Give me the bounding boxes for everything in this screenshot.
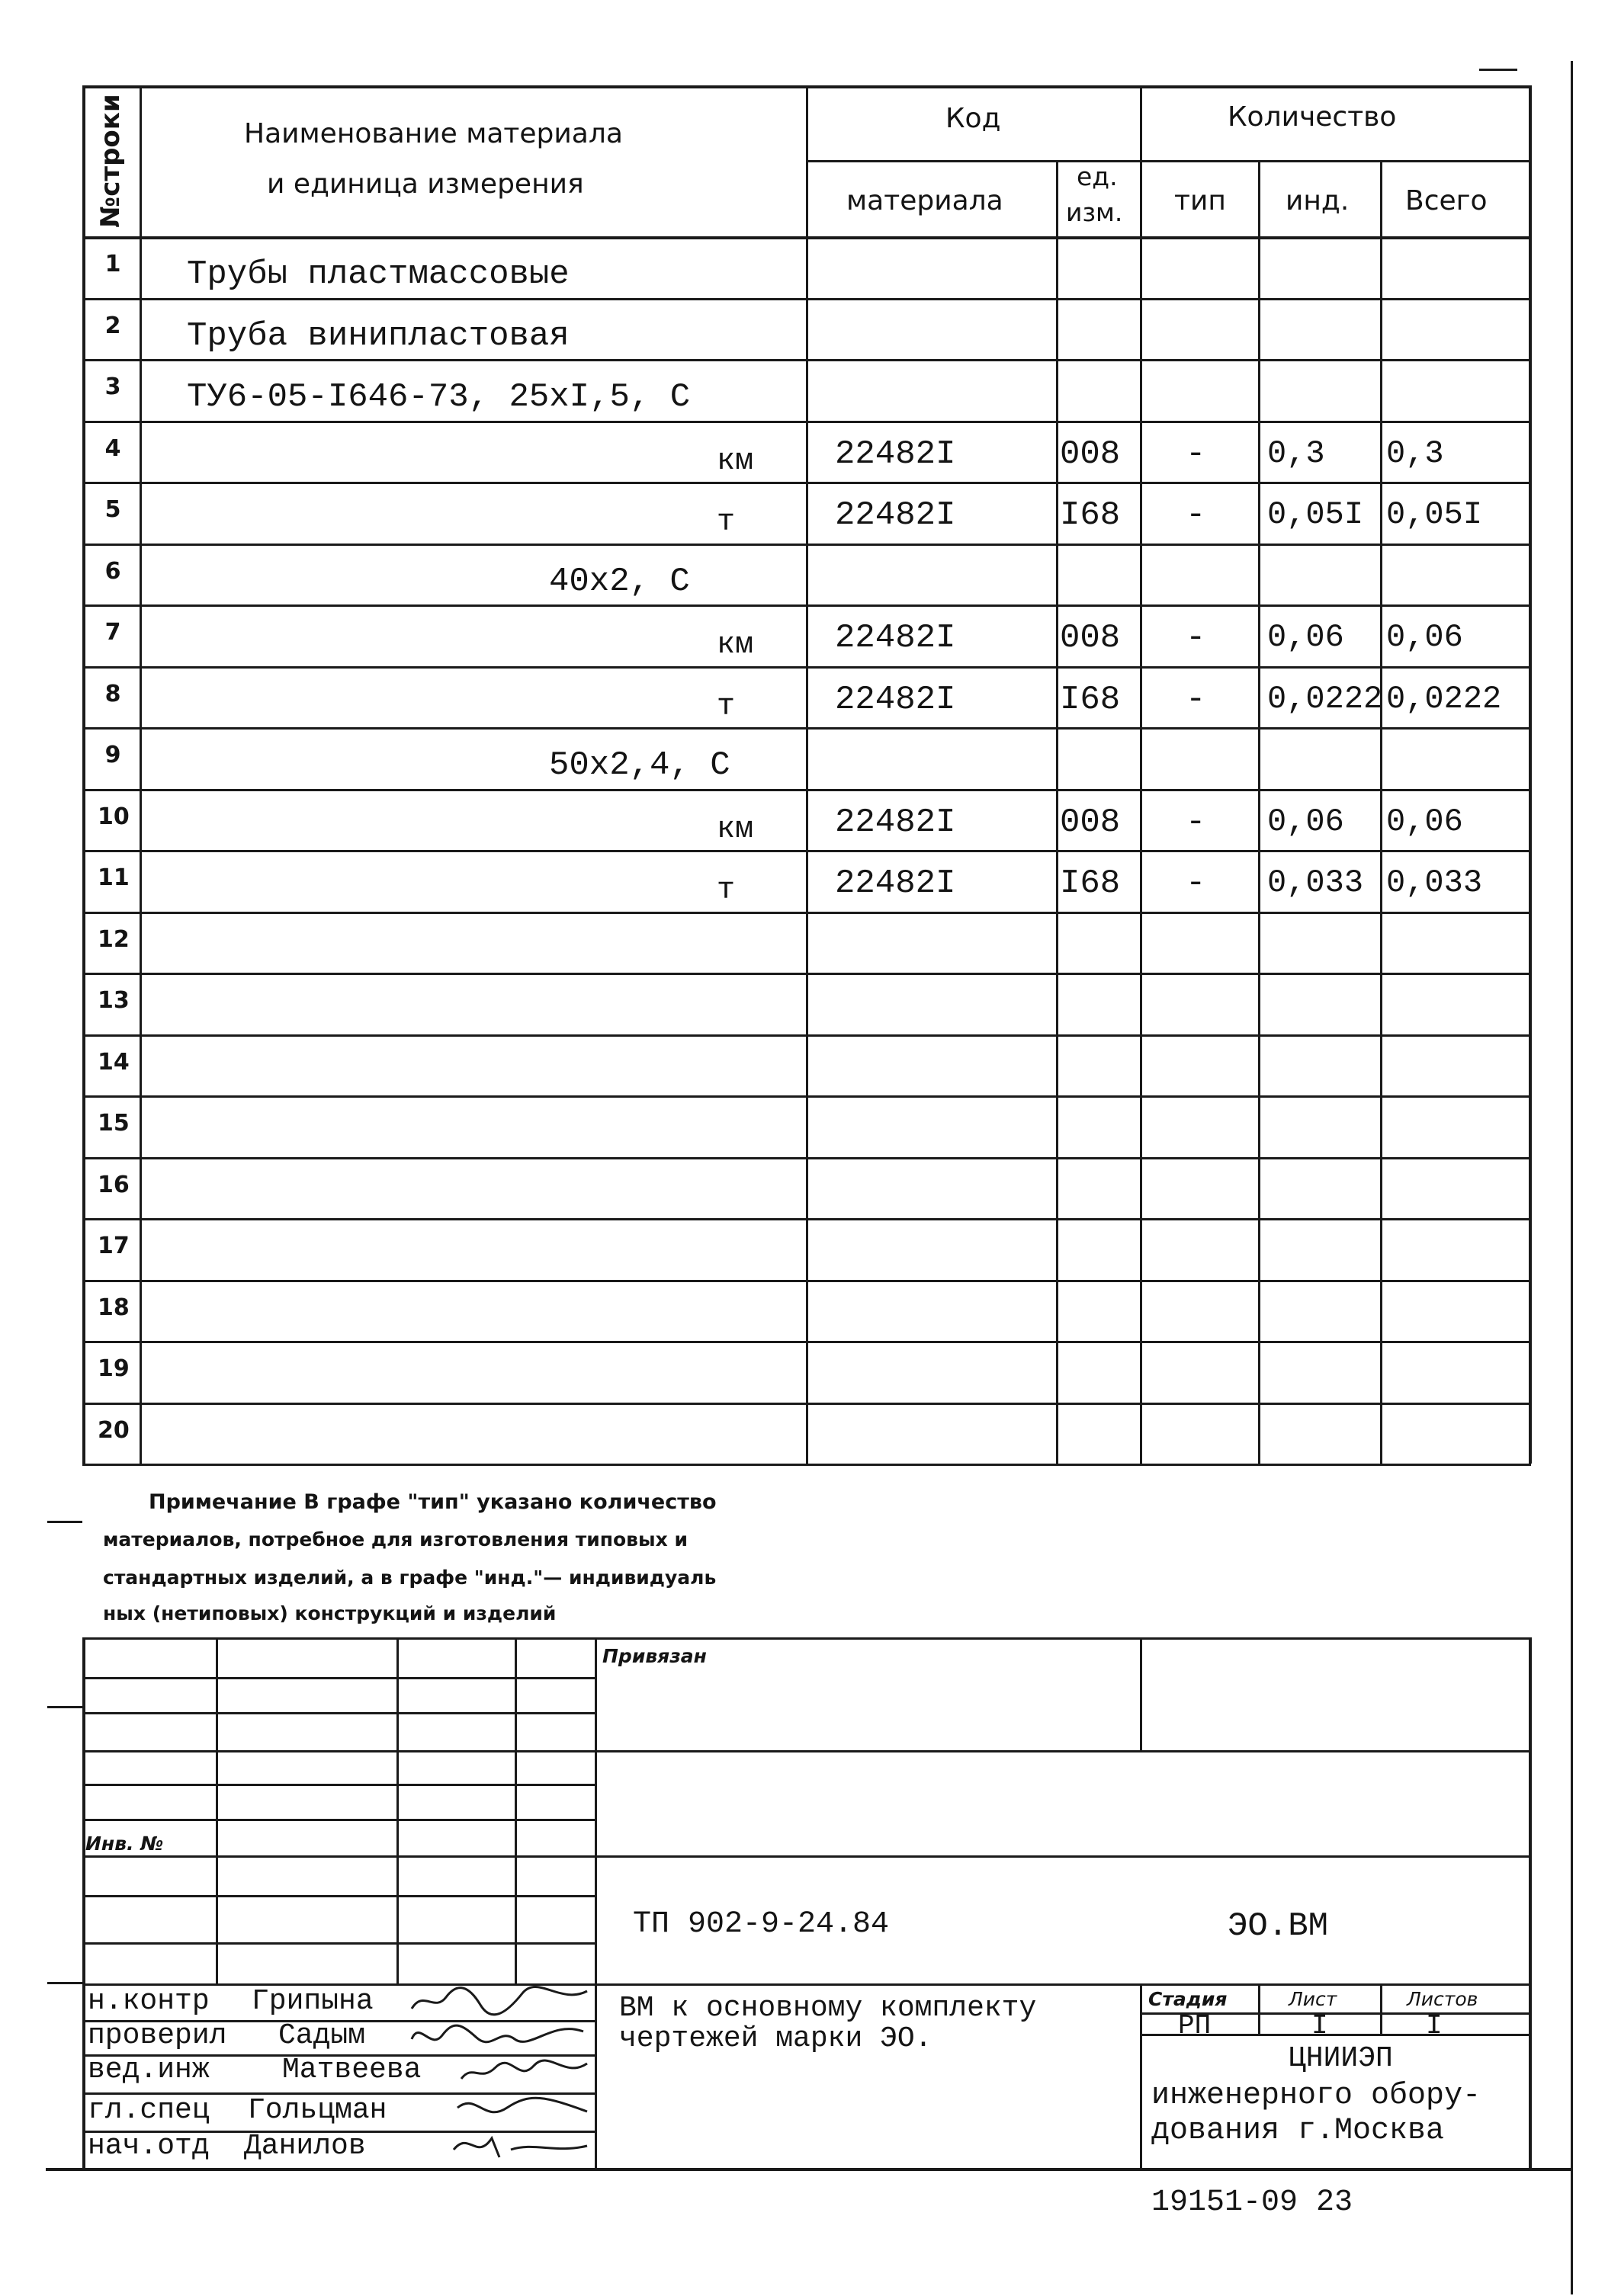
row-divider — [82, 482, 1531, 484]
unit-of-measure: т — [717, 505, 736, 540]
stamp-left-border — [82, 1637, 85, 2168]
quantity-header: Количество — [1228, 101, 1397, 133]
material-name: 50x2,4, C — [549, 746, 730, 784]
row-divider — [82, 666, 1531, 669]
row-divider — [82, 359, 1531, 361]
stamp-col — [1258, 1983, 1260, 2034]
sheets-label: Листов — [1407, 1988, 1478, 2010]
signer-name: Данилов — [244, 2130, 366, 2163]
signature-icon — [450, 2127, 591, 2165]
code-subheader-line — [806, 160, 1531, 162]
row-number: 11 — [98, 864, 130, 891]
signer-role: проверил — [88, 2019, 227, 2052]
organization-line1: ЦНИИЭП — [1289, 2042, 1393, 2075]
type-quantity: - — [1186, 803, 1206, 842]
row-divider — [82, 973, 1531, 975]
material-code: 22482I — [835, 681, 956, 719]
unit-of-measure: км — [717, 813, 754, 847]
unit-code: I68 — [1060, 864, 1121, 903]
row-divider — [82, 727, 1531, 730]
type-header: тип — [1174, 185, 1226, 216]
sheet-value: I — [1311, 2010, 1328, 2041]
total-quantity: 0,3 — [1386, 435, 1444, 472]
stamp-line — [82, 1855, 1531, 1858]
organization-line2: инженерного обору- — [1151, 2079, 1481, 2113]
row-number: 15 — [98, 1110, 130, 1137]
unit-of-measure: км — [717, 628, 754, 662]
attached-label: Привязан — [602, 1645, 707, 1667]
row-divider — [82, 1095, 1531, 1098]
document-title-line1: ВМ к основному комплекту — [619, 1992, 1037, 2025]
type-quantity: - — [1186, 435, 1206, 473]
row-number: 2 — [104, 313, 121, 339]
signer-name: Садым — [278, 2019, 366, 2052]
material-code: 22482I — [835, 864, 956, 903]
individual-quantity: 0,06 — [1267, 803, 1344, 840]
stamp-line — [82, 1750, 1531, 1752]
row-number: 4 — [104, 435, 121, 462]
material-code-header: материала — [846, 185, 1003, 216]
unit-code: 008 — [1060, 803, 1121, 842]
outer-right-border — [1571, 61, 1573, 2294]
signer-role: нач.отд — [88, 2130, 210, 2163]
top-tick — [1479, 69, 1517, 71]
row-divider — [82, 1464, 1531, 1466]
stamp-col — [515, 1637, 517, 1985]
note-line: Примечание В графе "тип" указано количество — [149, 1490, 717, 1514]
stamp-line — [82, 1895, 595, 1897]
stamp-bottom-border — [46, 2168, 1571, 2171]
signer-name: Гольцман — [248, 2094, 387, 2127]
note-line: ных (нетиповых) конструкций и изделий — [103, 1602, 557, 1624]
row-divider — [82, 1034, 1531, 1037]
row-number: 14 — [98, 1049, 130, 1076]
stamp-line — [82, 1784, 595, 1786]
unit-code-header-line1: ед. — [1077, 162, 1118, 191]
unit-code-header-line2: изм. — [1066, 197, 1123, 227]
row-divider — [82, 1280, 1531, 1282]
row-no-divider — [140, 85, 142, 1464]
row-number: 12 — [98, 926, 130, 953]
signer-name: Матвеева — [282, 2054, 422, 2086]
signature-icon — [457, 2052, 591, 2090]
material-code: 22482I — [835, 619, 956, 657]
stamp-col — [396, 1637, 399, 1985]
table-left-border — [82, 85, 85, 1464]
note-line: материалов, потребное для изготовления типовых и — [103, 1528, 688, 1550]
row-number: 3 — [104, 374, 121, 400]
code-quantity-divider — [1140, 85, 1142, 1464]
material-code: 22482I — [835, 435, 956, 473]
stamp-line — [82, 1819, 595, 1821]
type-quantity: - — [1186, 619, 1206, 657]
unit-code: 008 — [1060, 435, 1121, 473]
row-number: 5 — [104, 496, 121, 523]
name-header-line1: Наименование материала — [244, 118, 623, 149]
margin-tick — [47, 1982, 82, 1984]
stage-value: РП — [1178, 2010, 1212, 2041]
margin-tick — [47, 1706, 82, 1708]
total-quantity: 0,06 — [1386, 619, 1463, 656]
total-header: Всего — [1405, 185, 1488, 216]
row-number: 8 — [104, 681, 121, 707]
stamp-col — [216, 1637, 218, 1985]
stamp-line — [82, 1712, 595, 1714]
signer-role: н.контр — [88, 1985, 210, 2018]
total-quantity: 0,033 — [1386, 864, 1483, 901]
total-quantity: 0,06 — [1386, 803, 1463, 840]
row-divider — [82, 544, 1531, 546]
row-divider — [82, 1341, 1531, 1343]
individual-quantity: 0,05I — [1267, 496, 1364, 533]
unit-code: I68 — [1060, 681, 1121, 719]
inventory-number-label: Инв. № — [85, 1833, 164, 1855]
code-header: Код — [945, 103, 1001, 134]
row-divider — [82, 850, 1531, 852]
material-name: 40x2, C — [549, 563, 690, 601]
signer-role: вед.инж — [88, 2054, 210, 2086]
row-divider — [82, 1157, 1531, 1159]
row-divider — [82, 421, 1531, 423]
signature-icon — [454, 2089, 591, 2127]
row-number: 18 — [98, 1294, 130, 1321]
individual-quantity: 0,033 — [1267, 864, 1364, 901]
individual-quantity: 0,3 — [1267, 435, 1325, 472]
material-divider — [1056, 160, 1058, 1464]
document-mark: ЭО.ВМ — [1228, 1907, 1329, 1945]
stamp-col — [1380, 1983, 1382, 2034]
document-title-line2: чертежей марки ЭО. — [619, 2022, 932, 2055]
type-quantity: - — [1186, 681, 1206, 719]
unit-of-measure: т — [717, 690, 736, 724]
material-code: 22482I — [835, 803, 956, 842]
stamp-col — [1140, 1983, 1142, 2168]
name-divider — [806, 85, 808, 1464]
row-number: 16 — [98, 1172, 130, 1198]
unit-of-measure: т — [717, 874, 736, 908]
unit-code: I68 — [1060, 496, 1121, 534]
row-number: 6 — [104, 558, 121, 585]
total-quantity: 0,0222 — [1386, 681, 1502, 717]
stamp-line — [82, 1942, 595, 1945]
type-quantity: - — [1186, 864, 1206, 903]
material-name: Труба винипластовая — [187, 317, 570, 355]
type-quantity: - — [1186, 496, 1206, 534]
row-divider — [82, 1218, 1531, 1220]
row-number: 1 — [104, 251, 121, 277]
organization-line3: дования г.Москва — [1151, 2114, 1445, 2148]
row-number: 7 — [104, 619, 121, 646]
type-divider — [1258, 160, 1260, 1464]
row-number: 13 — [98, 987, 130, 1014]
row-divider — [82, 1403, 1531, 1405]
unit-of-measure: км — [717, 444, 754, 479]
stage-label: Стадия — [1148, 1988, 1228, 2010]
stamp-line — [82, 1637, 1531, 1640]
material-code: 22482I — [835, 496, 956, 534]
table-right-border — [1529, 85, 1532, 1464]
margin-tick — [47, 1521, 82, 1523]
total-quantity: 0,05I — [1386, 496, 1483, 533]
row-divider — [82, 912, 1531, 914]
ind-divider — [1380, 160, 1382, 1464]
name-header-line2: и единица измерения — [267, 168, 584, 200]
row-number: 20 — [98, 1417, 130, 1444]
row-divider — [82, 789, 1531, 791]
row-number: 10 — [98, 803, 130, 830]
signer-role: гл.спец — [88, 2094, 210, 2127]
stamp-col — [1140, 1637, 1142, 1750]
sheet-label: Лист — [1289, 1988, 1337, 2010]
signature-icon — [408, 1982, 591, 2020]
document-code: ТП 902-9-24.84 — [633, 1907, 890, 1942]
footer-number: 19151-09 23 — [1151, 2185, 1353, 2220]
stamp-line — [82, 1677, 595, 1679]
row-number-header: №строки — [95, 94, 126, 228]
signer-name: Грипына — [252, 1985, 374, 2018]
row-number: 17 — [98, 1233, 130, 1259]
material-name: Трубы пластмассовые — [187, 255, 570, 293]
sheets-value: I — [1426, 2010, 1443, 2041]
individual-quantity: 0,06 — [1267, 619, 1344, 656]
note-line: стандартных изделий, а в графе "инд."— индивидуаль — [103, 1566, 717, 1589]
stamp-col — [595, 1637, 597, 2168]
stamp-right-border — [1529, 1637, 1532, 2168]
individual-quantity: 0,0222 — [1267, 681, 1383, 717]
unit-code: 008 — [1060, 619, 1121, 657]
material-name: ТУ6-05-I646-73, 25xI,5, C — [187, 378, 691, 416]
row-divider — [82, 298, 1531, 300]
row-number: 9 — [104, 742, 121, 768]
signature-icon — [408, 2016, 591, 2054]
ind-header: инд. — [1286, 185, 1350, 216]
row-divider — [82, 604, 1531, 607]
row-number: 19 — [98, 1355, 130, 1382]
